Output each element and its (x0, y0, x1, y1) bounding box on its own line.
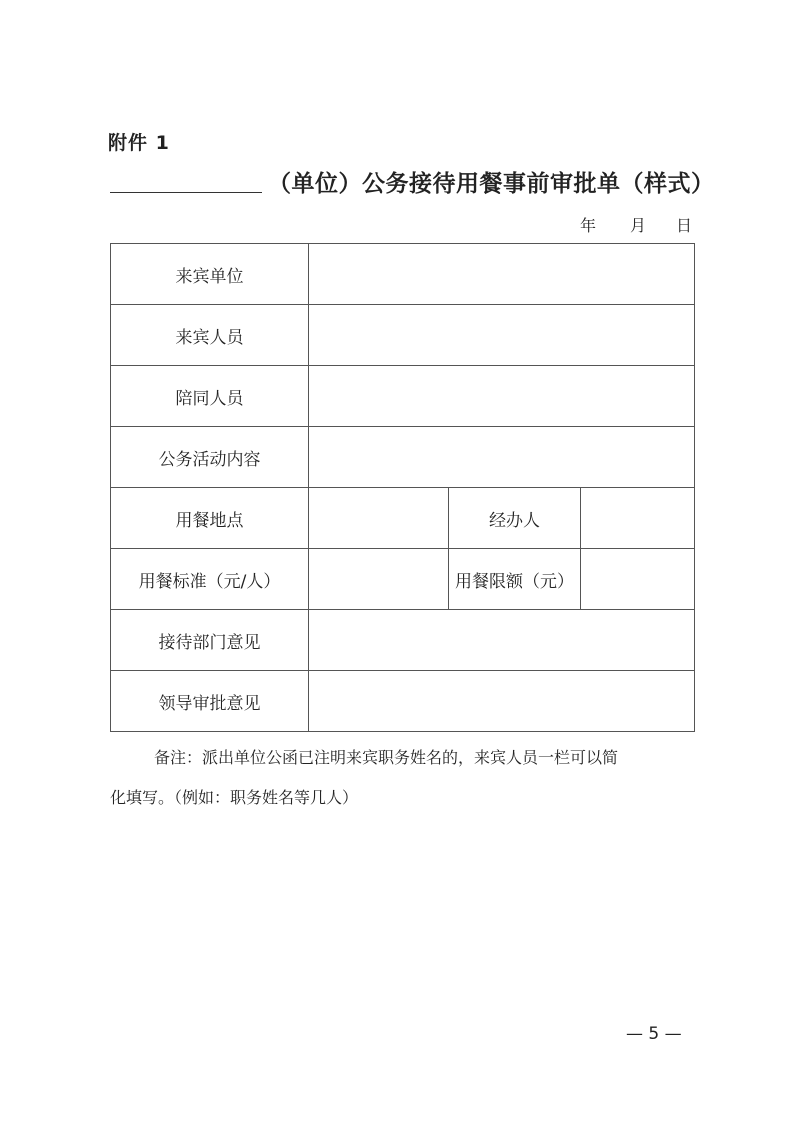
leader-approval-field[interactable] (309, 671, 695, 732)
dining-standard-field[interactable] (309, 549, 449, 610)
date-year: 年 (580, 216, 597, 235)
remarks-line-2: 化填写。（例如：职务姓名等几人） (110, 788, 359, 807)
remarks-line-1: 备注：派出单位公函已注明来宾职务姓名的，来宾人员一栏可以简 (154, 748, 619, 767)
table-row (111, 488, 695, 549)
table-row (111, 244, 695, 305)
table-row (111, 427, 695, 488)
date-month: 月 (630, 216, 647, 235)
table-row (111, 305, 695, 366)
accompanying-field[interactable] (309, 366, 695, 427)
row-label: 来宾人员 (111, 305, 309, 366)
row-label: 接待部门意见 (111, 610, 309, 671)
unit-blank-line (110, 192, 262, 193)
row-label: 经办人 (449, 488, 581, 549)
dining-location-field[interactable] (309, 488, 449, 549)
row-label: 领导审批意见 (111, 671, 309, 732)
visitors-field[interactable] (309, 305, 695, 366)
title-row (110, 163, 715, 199)
approval-form-table (110, 243, 695, 732)
dining-limit-field[interactable] (581, 549, 695, 610)
row-label: 用餐限额（元） (449, 549, 581, 610)
date-day: 日 (676, 216, 693, 235)
page-number: — 5 — (626, 1024, 682, 1044)
table-row (111, 366, 695, 427)
table-row (111, 549, 695, 610)
row-label: 陪同人员 (111, 366, 309, 427)
attachment-label: 附件 1 (108, 132, 170, 154)
handler-field[interactable] (581, 488, 695, 549)
activity-content-field[interactable] (309, 427, 695, 488)
row-label: 用餐标准（元/人） (111, 549, 309, 610)
reception-dept-opinion-field[interactable] (309, 610, 695, 671)
remarks (110, 738, 695, 818)
form-title: （单位）公务接待用餐事前审批单（样式） (268, 171, 715, 197)
table-row (111, 610, 695, 671)
row-label: 用餐地点 (111, 488, 309, 549)
table-row (111, 671, 695, 732)
row-label: 来宾单位 (111, 244, 309, 305)
visiting-unit-field[interactable] (309, 244, 695, 305)
row-label: 公务活动内容 (111, 427, 309, 488)
